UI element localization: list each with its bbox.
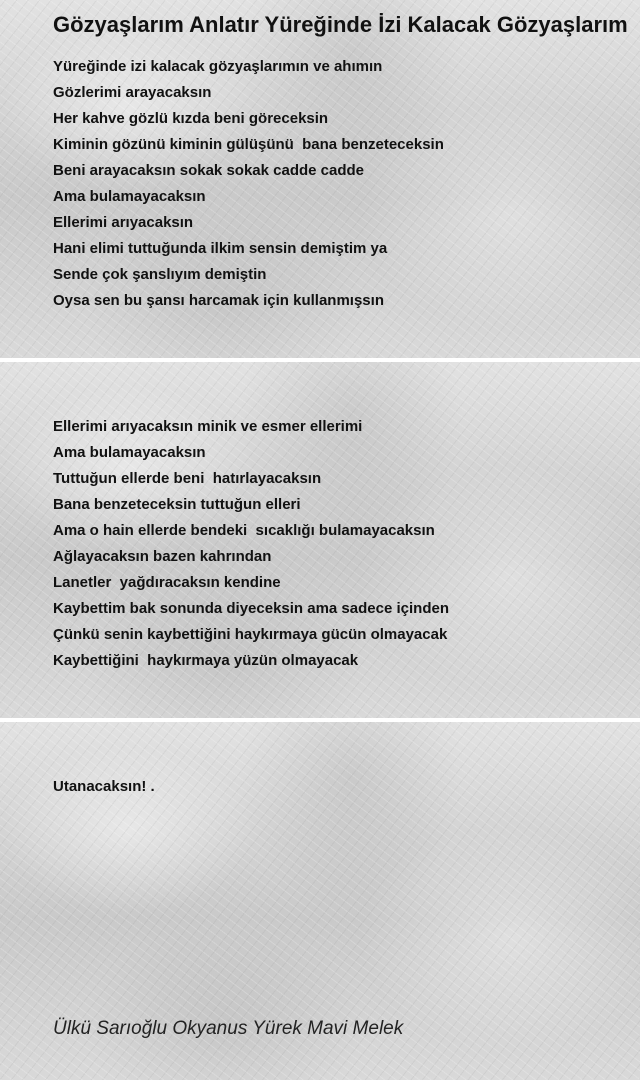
poem-line: Kaybettim bak sonunda diyeceksin ama sadece içinden: [53, 600, 449, 617]
poem-panel-3: [0, 722, 640, 1080]
stanza-3: [53, 774, 155, 800]
poem-line: Hani elimi tuttuğunda ilkim sensin demiştim ya: [53, 240, 388, 257]
poem-author: Ülkü Sarıoğlu Okyanus Yürek Mavi Melek: [53, 1018, 404, 1039]
poem-line: Kiminin gözünü kiminin gülüşünü bana benzeteceksin: [53, 136, 444, 153]
poem-line: Her kahve gözlü kızda beni göreceksin: [53, 110, 329, 127]
poem-line: Bana benzeteceksin tuttuğun elleri: [53, 496, 301, 513]
poem-line: Oysa sen bu şansı harcamak için kullanmışsın: [53, 292, 384, 309]
poem-line: Yüreğinde izi kalacak gözyaşlarımın ve ahımın: [53, 58, 383, 75]
poem-line: Ama bulamayacaksın: [53, 444, 206, 461]
poem-title: Gözyaşlarım Anlatır Yüreğinde İzi Kalacak Gözyaşlarım: [53, 12, 628, 37]
poem-line: Ellerimi arıyacaksın: [53, 214, 194, 231]
poem-line: Çünkü senin kaybettiğini haykırmaya gücün olmayacak: [53, 626, 448, 643]
poem-line: Ama bulamayacaksın: [53, 188, 206, 205]
stanza-1: [53, 54, 444, 314]
stanza-2: [53, 414, 449, 674]
poem-line: Kaybettiğini haykırmaya yüzün olmayacak: [53, 652, 359, 669]
poem-panel-2: [0, 362, 640, 718]
poem-line: Ağlayacaksın bazen kahrından: [53, 548, 272, 565]
poem-line: Ama o hain ellerde bendeki sıcaklığı bulamayacaksın: [53, 522, 435, 539]
poem-line: Lanetler yağdıracaksın kendine: [53, 574, 281, 591]
poem-line: Ellerimi arıyacaksın minik ve esmer ellerimi: [53, 418, 363, 435]
poem-panel-1: [0, 0, 640, 358]
poem-line: Utanacaksın! .: [53, 778, 155, 795]
poem-line: Gözlerimi arayacaksın: [53, 84, 212, 101]
poem-line: Sende çok şanslıyım demiştin: [53, 266, 267, 283]
poem-line: Tuttuğun ellerde beni hatırlayacaksın: [53, 470, 322, 487]
poem-line: Beni arayacaksın sokak sokak cadde cadde: [53, 162, 365, 179]
